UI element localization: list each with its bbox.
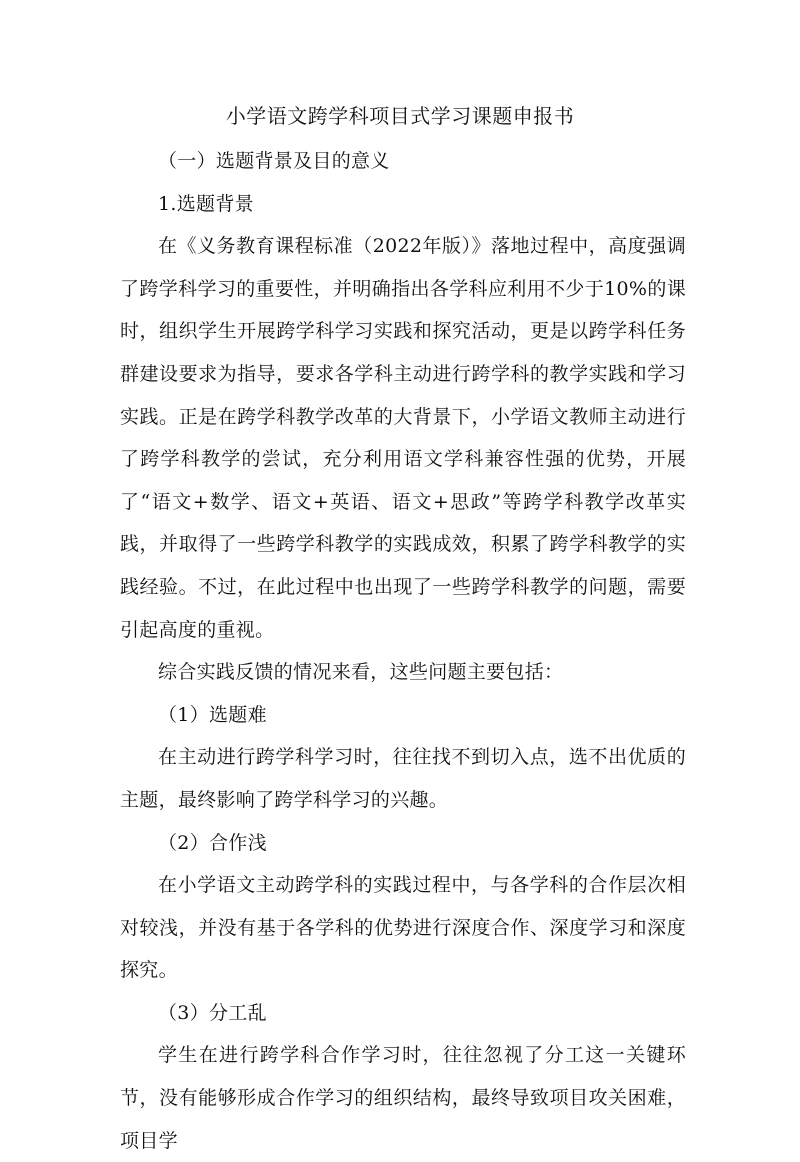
problem-2-text: 在小学语文主动跨学科的实践过程中，与各学科的合作层次相对较浅，并没有基于各学科的优势进行深度合作、深度学习和深度探究。: [120, 874, 686, 982]
problem-1-heading: （1）选题难: [158, 703, 267, 726]
section-heading: （一）选题背景及目的意义: [158, 150, 390, 172]
document-title: 小学语文跨学科项目式学习课题申报书: [225, 104, 575, 128]
subsection-heading: 1.选题背景: [158, 192, 254, 215]
problem-3-text: 学生在进行跨学科合作学习时，往往忽视了分工这一关键环节，没有能够形成合作学习的组织结构，最终导致项目攻关困难，项目学: [120, 1044, 686, 1152]
summary-paragraph: 综合实践反馈的情况来看，这些问题主要包括：: [158, 661, 564, 684]
problem-2-heading: （2）合作浅: [158, 831, 267, 854]
problem-1-text: 在主动进行跨学科学习时，往往找不到切入点，选不出优质的主题，最终影响了跨学科学习的兴趣。: [120, 746, 686, 811]
background-paragraph: 在《义务教育课程标准（2022年版）》落地过程中，高度强调了跨学科学习的重要性，并明确指出各学科应利用不少于10%的课时，组织学生开展跨学科学习实践和探究活动，更是以跨学科任务群建设要求为指导，要求各学科主动进行跨学科的教学实践和学习实践。正是在跨学科教学改革的大背景下，小学语文教师主动进行了跨学科教学的尝试，充分利用语文学科兼容性强的优势，开展了“语文+数学、语文+英语、语文+思政”等跨学科教学改革实践，并取得了一些跨学科教学的实践成效，积累了跨学科教学的实践经验。不过，在此过程中也出现了一些跨学科教学的问题，需要引起高度的重视。: [120, 235, 686, 641]
problem-3-heading: （3）分工乱: [158, 1001, 267, 1024]
document-body: [120, 140, 686, 1162]
